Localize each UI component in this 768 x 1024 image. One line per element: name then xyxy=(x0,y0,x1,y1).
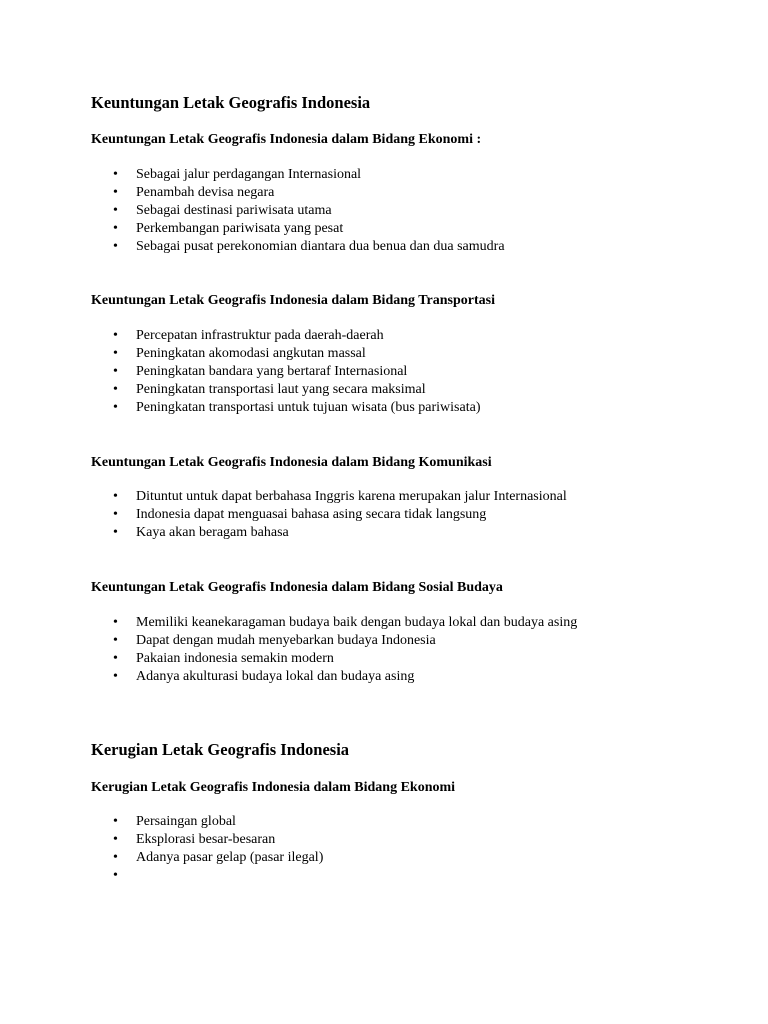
bullet-icon: • xyxy=(113,615,118,630)
list-item: • Sebagai destinasi pariwisata utama xyxy=(113,202,332,218)
bullet-icon: • xyxy=(113,814,118,829)
section-title-keuntungan xyxy=(91,93,728,113)
bullet-icon: • xyxy=(113,220,118,236)
bullet-icon: • xyxy=(113,202,118,218)
bullet-icon: • xyxy=(113,363,118,379)
section-title: Kerugian Letak Geografis Indonesia xyxy=(91,740,350,759)
list-keuntungan-sosial-budaya xyxy=(91,614,728,686)
list-item: • Peningkatan akomodasi angkutan massal xyxy=(113,345,366,361)
subsection-keuntungan-transportasi xyxy=(91,292,728,310)
list-item: • Peningkatan transportasi untuk tujuan wisata (bus pariwisata) xyxy=(113,399,481,415)
list-item: • Sebagai pusat perekonomian diantara dua benua dan dua samudra xyxy=(113,238,505,254)
subsection-heading: Keuntungan Letak Geografis Indonesia dalam Bidang Ekonomi : xyxy=(91,132,482,147)
bullet-icon: • xyxy=(113,867,118,883)
list-item: • Memiliki keanekaragaman budaya baik dengan budaya lokal dan budaya asing xyxy=(113,615,578,630)
list-item: • Adanya akulturasi budaya lokal dan budaya asing xyxy=(113,668,415,684)
page-title: Keuntungan Letak Geografis Indonesia xyxy=(91,93,371,112)
list-item: • Penambah devisa negara xyxy=(113,184,275,200)
list-keuntungan-transportasi xyxy=(91,327,728,417)
list-keuntungan-komunikasi xyxy=(91,488,728,542)
bullet-icon: • xyxy=(113,399,118,415)
section-title-kerugian xyxy=(91,740,728,760)
list-item: • Peningkatan transportasi laut yang secara maksimal xyxy=(113,381,426,397)
subsection-keuntungan-ekonomi xyxy=(91,131,728,149)
list-item: • Adanya pasar gelap (pasar ilegal) xyxy=(113,849,324,865)
list-kerugian-ekonomi xyxy=(91,813,728,885)
bullet-icon: • xyxy=(113,524,118,540)
list-item: • Perkembangan pariwisata yang pesat xyxy=(113,220,344,236)
list-item: • Indonesia dapat menguasai bahasa asing secara tidak langsung xyxy=(113,506,487,522)
list-item: • Dapat dengan mudah menyebarkan budaya Indonesia xyxy=(113,632,436,648)
bullet-icon: • xyxy=(113,381,118,397)
subsection-heading: Keuntungan Letak Geografis Indonesia dalam Bidang Komunikasi xyxy=(91,455,492,470)
bullet-icon: • xyxy=(113,506,118,522)
subsection-kerugian-ekonomi xyxy=(91,779,728,797)
subsection-heading: Keuntungan Letak Geografis Indonesia dalam Bidang Transportasi xyxy=(91,293,496,308)
bullet-icon: • xyxy=(113,668,118,684)
bullet-icon: • xyxy=(113,328,118,343)
bullet-icon: • xyxy=(113,167,118,182)
subsection-heading: Kerugian Letak Geografis Indonesia dalam Bidang Ekonomi xyxy=(91,780,456,795)
list-keuntungan-ekonomi xyxy=(91,166,728,256)
bullet-icon: • xyxy=(113,849,118,865)
list-item: • Percepatan infrastruktur pada daerah-daerah xyxy=(113,328,384,343)
bullet-icon: • xyxy=(113,632,118,648)
subsection-heading: Keuntungan Letak Geografis Indonesia dalam Bidang Sosial Budaya xyxy=(91,580,503,595)
bullet-icon: • xyxy=(113,184,118,200)
list-item: • Kaya akan beragam bahasa xyxy=(113,524,289,540)
subsection-keuntungan-komunikasi xyxy=(91,454,728,472)
list-item: • Pakaian indonesia semakin modern xyxy=(113,650,334,666)
bullet-icon: • xyxy=(113,345,118,361)
list-item: • Persaingan global xyxy=(113,814,236,829)
subsection-keuntungan-sosial-budaya xyxy=(91,579,728,597)
list-item: • Dituntut untuk dapat berbahasa Inggris karena merupakan jalur Internasional xyxy=(113,489,567,504)
bullet-icon: • xyxy=(113,650,118,666)
bullet-icon: • xyxy=(113,489,118,504)
bullet-icon: • xyxy=(113,238,118,254)
list-item xyxy=(91,867,728,885)
bullet-icon: • xyxy=(113,831,118,847)
list-item: • Eksplorasi besar-besaran xyxy=(113,831,276,847)
list-item: • Sebagai jalur perdagangan Internasional xyxy=(113,167,362,182)
list-item: • Peningkatan bandara yang bertaraf Internasional xyxy=(113,363,408,379)
